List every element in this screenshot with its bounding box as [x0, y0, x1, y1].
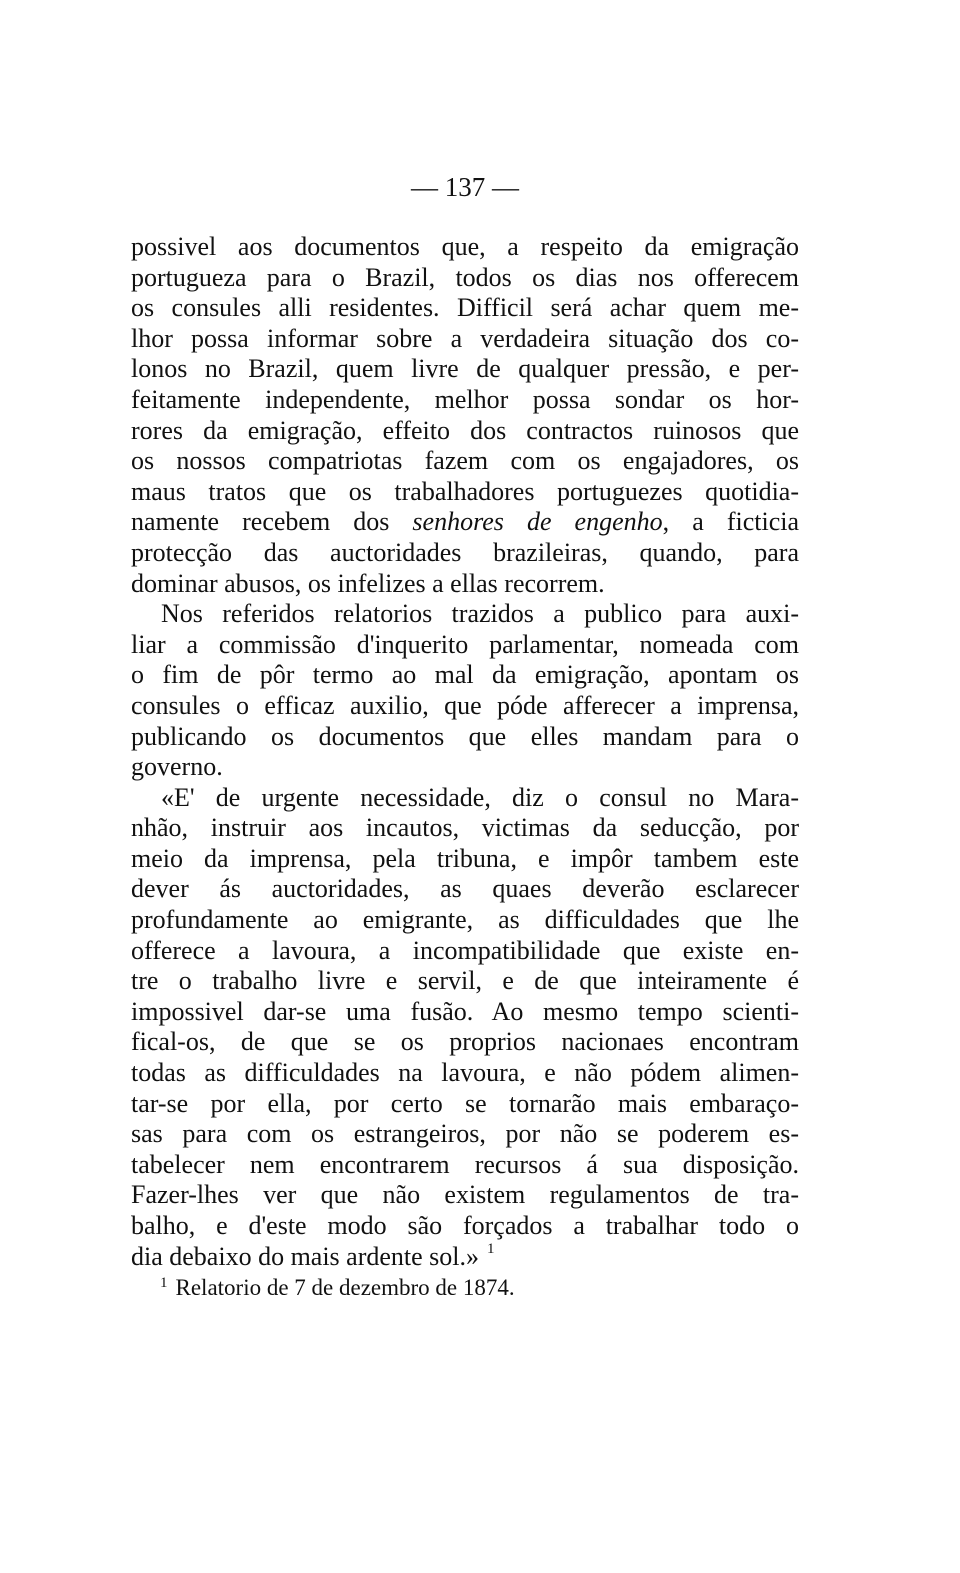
italic-text: senhores de engenho [412, 507, 663, 537]
text-line [131, 1027, 799, 1058]
text-line [131, 293, 799, 324]
line-text: Fazer-lhes ver que não existem regulamentos de tra- [131, 1180, 799, 1210]
line-text: liar a commissão d'inquerito parlamentar, nomeada com [131, 629, 799, 659]
text-line [131, 507, 799, 538]
line-text: lhor possa informar sobre a verdadeira situação dos co- [131, 323, 799, 353]
text-line [131, 354, 799, 385]
footnote-reference: 1 [487, 1241, 495, 1257]
line-text: impossivel dar-se uma fusão. Ao mesmo tempo scienti- [131, 996, 799, 1026]
text-line [131, 660, 799, 691]
text-line [131, 691, 799, 722]
text-line [131, 1242, 799, 1273]
text-line [131, 1180, 799, 1211]
line-text: offerece a lavoura, a incompatibilidade que existe en- [131, 935, 799, 965]
line-text: portugueza para o Brazil, todos os dias nos offerecem [131, 262, 799, 292]
line-text: feitamente independente, melhor possa sondar os hor- [131, 384, 799, 414]
text-line [131, 844, 799, 875]
text-line [131, 385, 799, 416]
text-line [131, 936, 799, 967]
text-line [131, 446, 799, 477]
line-text: protecção das auctoridades brazileiras, quando, para [131, 537, 799, 567]
line-text: dever ás auctoridades, as quaes deverão esclarecer [131, 874, 799, 904]
text-line [131, 1211, 799, 1242]
text-line [131, 1119, 799, 1150]
line-text: lonos no Brazil, quem livre de qualquer pressão, e per- [131, 354, 799, 384]
text-line [131, 905, 799, 936]
page-number: — 137 — [411, 172, 519, 202]
line-text: «E' de urgente necessidade, diz o consul no Mara- [161, 782, 799, 812]
line-text: nhão, instruir aos incautos, victimas da seducção, por [131, 813, 799, 843]
line-text: consules o efficaz auxilio, que póde afferecer a imprensa, [131, 690, 799, 720]
text-line [131, 722, 799, 753]
line-text: fical-os, de que se os proprios nacionaes encontram [131, 1027, 799, 1057]
text-line [131, 630, 799, 661]
line-text: namente recebem dos [131, 507, 413, 537]
text-line [131, 1058, 799, 1089]
line-text: rores da emigração, effeito dos contractos ruinosos que [131, 415, 799, 445]
text-line [131, 1089, 799, 1120]
text-line [131, 232, 799, 263]
text-line [131, 783, 799, 814]
line-text: possivel aos documentos que, a respeito da emigração [131, 232, 799, 261]
line-text: Nos referidos relatorios trazidos a publico para auxi- [161, 599, 799, 629]
line-text: meio da imprensa, pela tribuna, e impôr tambem este [131, 843, 799, 873]
text-line [131, 477, 799, 508]
text-line [131, 569, 799, 600]
line-text: maus tratos que os trabalhadores portuguezes quotidia- [131, 476, 799, 506]
footnote-mark: 1 [160, 1275, 168, 1291]
text-line [131, 538, 799, 569]
text-line [131, 599, 799, 630]
text-line [131, 813, 799, 844]
footnote-text: Relatorio de 7 de dezembro de 1874. [175, 1275, 515, 1300]
text-line [131, 416, 799, 447]
text-line [131, 997, 799, 1028]
text-line [131, 324, 799, 355]
line-text: o fim de pôr termo ao mal da emigração, apontam os [131, 660, 799, 690]
text-line [131, 752, 799, 783]
line-text: os consules alli residentes. Difficil será achar quem me- [131, 293, 799, 323]
line-text: tar-se por ella, por certo se tornarão mais embaraço- [131, 1088, 799, 1118]
text-line [131, 874, 799, 905]
line-text: dia debaixo do mais ardente sol.» [131, 1241, 480, 1271]
line-text: os nossos compatriotas fazem com os engajadores, os [131, 446, 799, 476]
line-text: tre o trabalho livre e servil, e de que inteiramente é [131, 966, 799, 996]
line-text: todas as difficuldades na lavoura, e não pódem alimen- [131, 1058, 799, 1088]
line-text: sas para com os estrangeiros, por não se poderem es- [131, 1119, 799, 1149]
line-text: dominar abusos, os infelizes a ellas recorrem. [131, 568, 605, 598]
line-text: balho, e d'este modo são forçados a trabalhar todo o [131, 1211, 799, 1240]
line-text: profundamente ao emigrante, as difficuldades que lhe [131, 905, 799, 935]
text-line [131, 1150, 799, 1181]
line-text: publicando os documentos que elles mandam para o [131, 721, 799, 751]
text-line [131, 966, 799, 997]
line-text: tabelecer nem encontrarem recursos á sua disposição. [131, 1149, 799, 1179]
footnote [160, 1275, 515, 1301]
body-text [131, 232, 799, 1272]
line-text: governo. [131, 752, 223, 782]
line-text: , a ficticia [662, 507, 799, 537]
text-line [131, 263, 799, 294]
